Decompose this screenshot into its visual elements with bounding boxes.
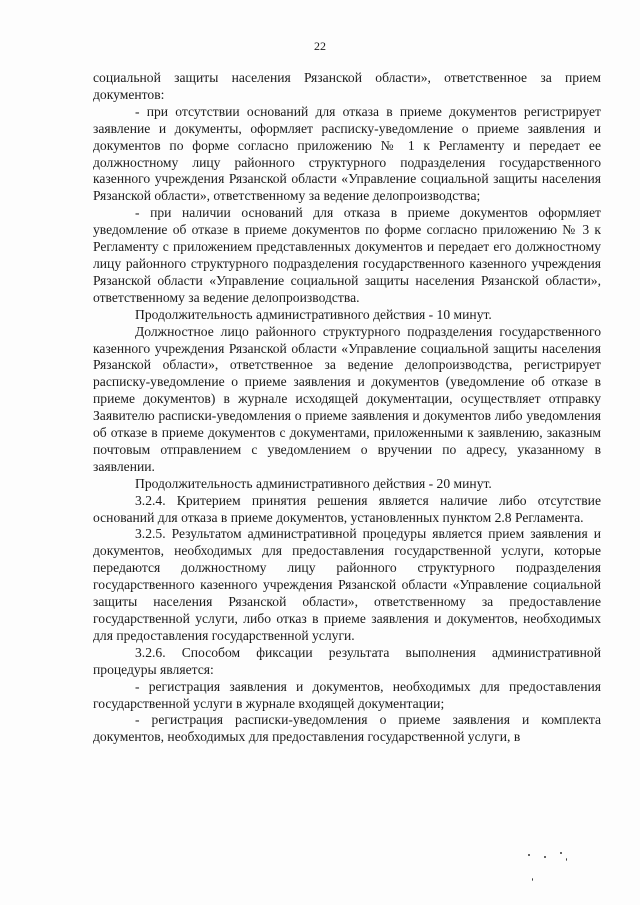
paragraph-3-2-4: 3.2.4. Критерием принятия решения является наличие либо отсутствие оснований для отказа в приеме документов, установленных пунктом 2.8 Регламента.: [93, 492, 601, 525]
paragraph-duration-20: Продолжительность административного действия - 20 минут.: [135, 475, 492, 491]
page-number: 22: [314, 39, 326, 53]
paragraph-no-refusal-grounds: - при отсутствии оснований для отказа в приеме документов регистрирует заявление и документы, оформляет расписку-уведомление о приеме заявления и документов по форме согласно приложению № 1 к Регламенту и передает ее должностному лицу районного структурного подразделения государственного казенного учреждения Рязанской области «Управление социальной защиты населения Рязанской области», ответственному за ведение делопроизводства;: [93, 103, 601, 204]
paragraph-registration-official: Должностное лицо районного структурного подразделения государственного казенного учреждения Рязанской области «Управление социальной защиты населения Рязанской области», ответственное за ведение делопроизводства, регистрирует расписку-уведомление о приеме заявления и документов (уведомление об отказе в приеме документов) в журнале исходящей документации, осуществляет отправку Заявителю расписки-уведомления о приеме заявления и документов либо уведомления об отказе в приеме документов с документами, приложенными к заявлению, заказным почтовым отправлением с уведомлением о вручении по адресу, указанному в заявлении.: [93, 323, 601, 474]
paragraph-duration-10: Продолжительность административного действия - 10 минут.: [135, 306, 492, 322]
paragraph-3-2-6: 3.2.6. Способом фиксации результата выполнения административной процедуры является:: [93, 644, 601, 677]
paragraph-registration-incoming: - регистрация заявления и документов, необходимых для предоставления государственной услуги в журнале входящей документации;: [93, 678, 601, 711]
paragraph-registration-receipt: - регистрация расписки-уведомления о приеме заявления и комплекта документов, необходимых для предоставления государственной услуги, в: [93, 712, 601, 745]
document-body: [93, 70, 601, 746]
paragraph-continuation: социальной защиты населения Рязанской области», ответственное за прием документов:: [93, 70, 601, 102]
paragraph-3-2-5: 3.2.5. Результатом административной процедуры является прием заявления и документов, необходимых для предоставления государственной услуги, которые передаются должностному лицу районного структурного подразделения государственного казенного учреждения Рязанской области «Управление социальной защиты населения Рязанской области», ответственному за предоставление государственной услуги, либо отказ в приеме заявления и документов, необходимых для предоставления государственной услуги.: [93, 526, 601, 643]
scan-specks: [520, 836, 600, 886]
paragraph-refusal-grounds: - при наличии оснований для отказа в приеме документов оформляет уведомление об отказе в приеме документов по форме согласно приложению № 3 к Регламенту с приложением представленных документов и передает его должностному лицу районного структурного подразделения государственного казенного учреждения Рязанской области «Управление социальной защиты населения Рязанской области», ответственному за ведение делопроизводства.: [93, 205, 601, 305]
